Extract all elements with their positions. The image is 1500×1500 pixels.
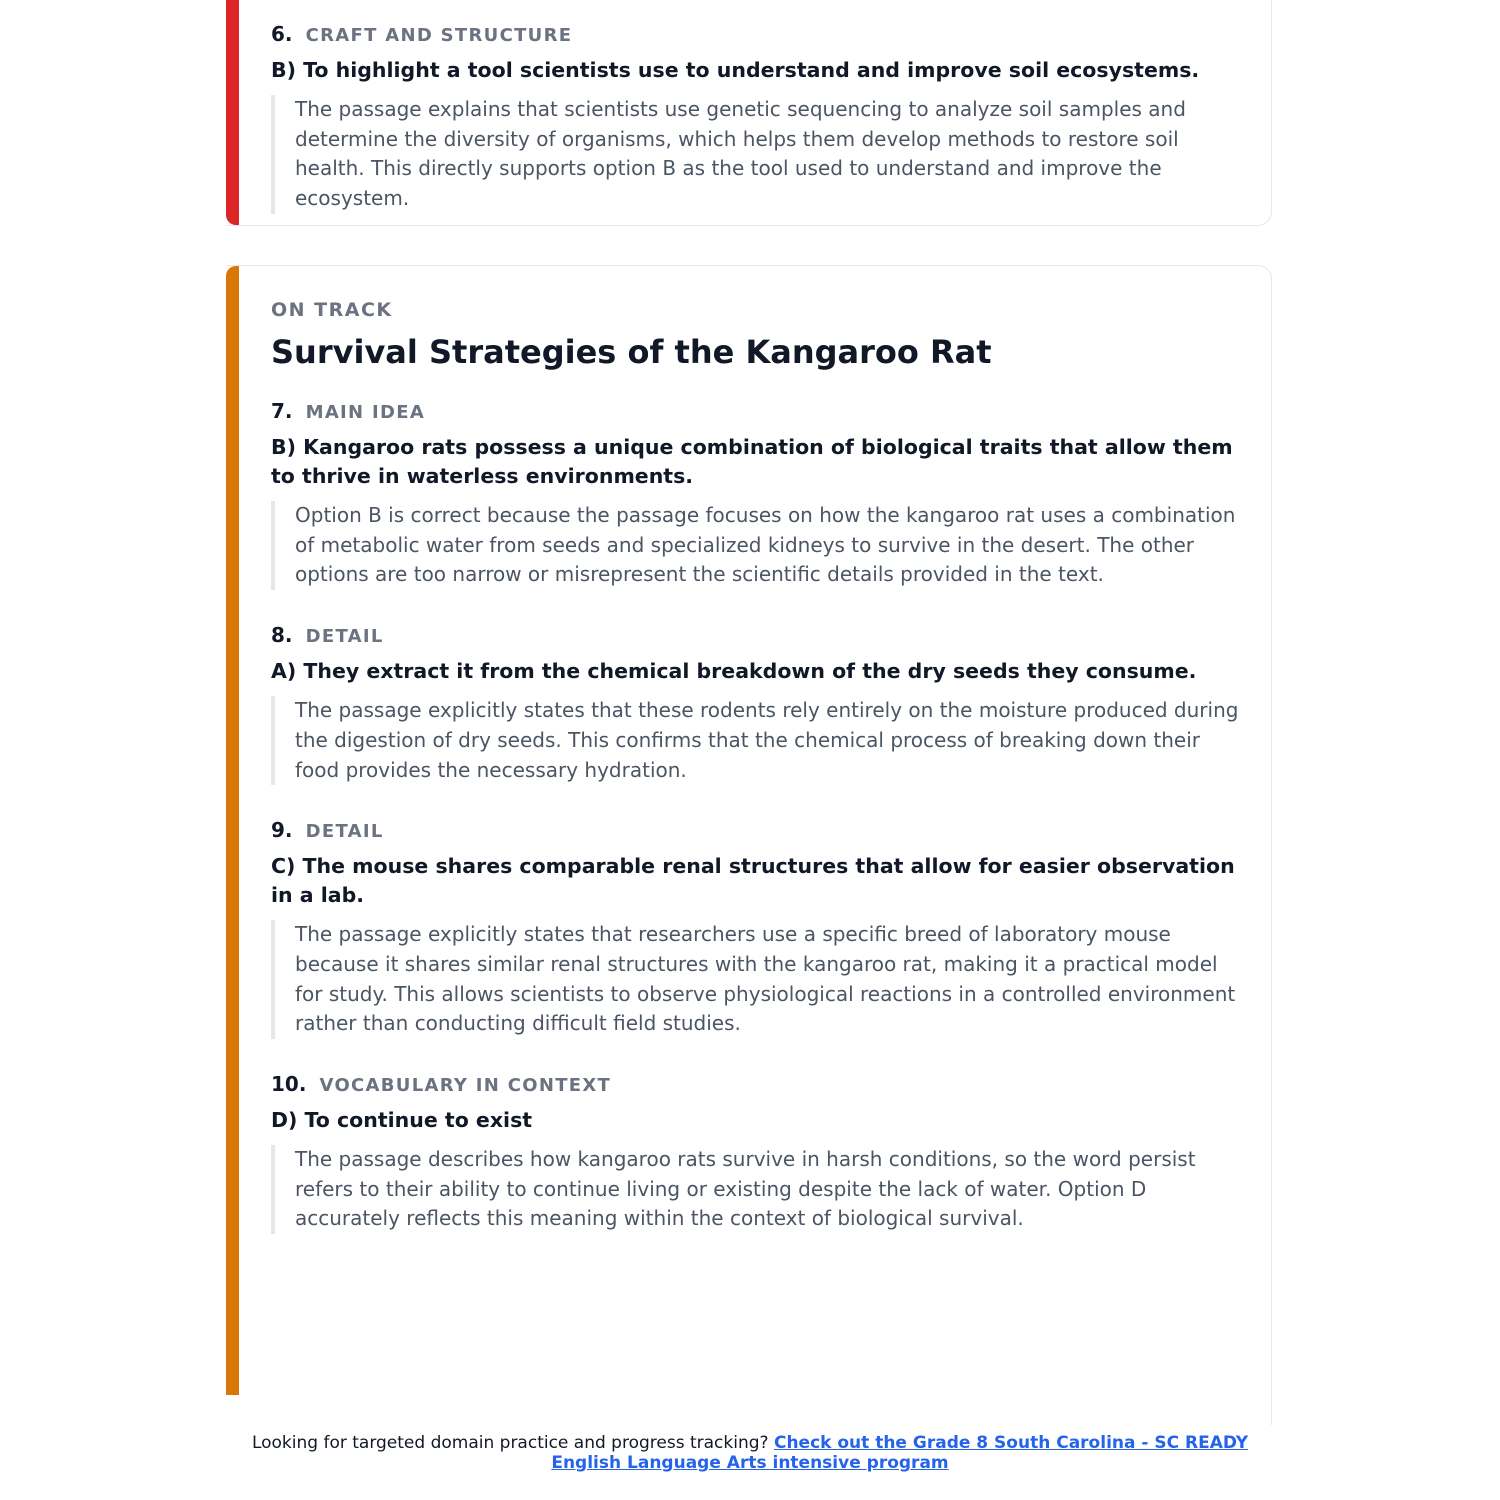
question-header xyxy=(271,622,1239,648)
passage-card-previous xyxy=(226,0,1272,226)
passage-card-kangaroo-rat xyxy=(226,265,1272,1425)
incorrect-accent-bar xyxy=(226,0,239,225)
question-item xyxy=(271,398,1239,590)
question-answer: B) Kangaroo rats possess a unique combination of biological traits that allow them to thrive in waterless environments. xyxy=(271,435,1233,488)
footer-promo xyxy=(230,1433,1270,1473)
question-answer: C) The mouse shares comparable renal structures that allow for easier observation in a lab. xyxy=(271,854,1235,908)
footer-text: Looking for targeted domain practice and progress tracking? xyxy=(251,1433,769,1453)
question-number: 8. xyxy=(271,623,293,648)
question-answer: A) They extract it from the chemical breakdown of the dry seeds they consume. xyxy=(271,659,1197,684)
answer-explanation: The passage explicitly states that researchers use a specific breed of laboratory mouse because it shares similar renal structures with the kangaroo rat, making it a practical model for study. This allows scientists to observe physiological reactions in a controlled environment rather than conducting difficult field studies. xyxy=(271,920,1239,1039)
question-category: MAIN IDEA xyxy=(305,402,426,423)
on-track-accent-bar xyxy=(226,266,239,1395)
question-number: 9. xyxy=(271,818,293,843)
program-link[interactable]: Check out the Grade 8 South Carolina - SC READY English Language Arts intensive program xyxy=(551,1433,1249,1473)
question-item xyxy=(271,622,1239,785)
question-category: DETAIL xyxy=(305,821,384,843)
question-item xyxy=(271,817,1239,1039)
answer-explanation: The passage explicitly states that these rodents rely entirely on the moisture produced during the digestion of dry seeds. This confirms that the chemical process of breaking down their food provides the necessary hydration. xyxy=(271,696,1239,785)
question-item xyxy=(271,21,1239,214)
question-header xyxy=(271,21,1239,47)
question-item xyxy=(271,1071,1239,1234)
passage-content xyxy=(271,298,1239,1266)
question-number: 7. xyxy=(271,399,293,423)
question-list xyxy=(271,21,1239,246)
answer-explanation: Option B is correct because the passage focuses on how the kangaroo rat uses a combination of metabolic water from seeds and specialized kidneys to survive in the desert. The other options are too narrow or misrepresent the scientific details provided in the text. xyxy=(271,501,1239,590)
question-number: 6. xyxy=(271,22,293,46)
answer-explanation: The passage explains that scientists use genetic sequencing to analyze soil samples and determine the diversity of organisms, which helps them develop methods to restore soil health. This directly supports option B as the tool used to understand and improve the ecosystem. xyxy=(271,95,1239,214)
answer-explanation: The passage describes how kangaroo rats survive in harsh conditions, so the word persist refers to their ability to continue living or existing despite the lack of water. Option D accurately reflects this meaning within the context of biological survival. xyxy=(271,1145,1239,1234)
question-header xyxy=(271,817,1239,843)
question-answer: B) To highlight a tool scientists use to understand and improve soil ecosystems. xyxy=(271,58,1200,82)
question-header xyxy=(271,1071,1239,1097)
status-label: ON TRACK xyxy=(271,299,393,321)
question-answer: D) To continue to exist xyxy=(271,1108,533,1133)
question-category: CRAFT AND STRUCTURE xyxy=(305,25,573,46)
question-category: DETAIL xyxy=(305,626,384,648)
question-header xyxy=(271,398,1239,424)
passage-title: Survival Strategies of the Kangaroo Rat xyxy=(271,333,992,371)
question-category: VOCABULARY IN CONTEXT xyxy=(319,1075,612,1097)
question-number: 10. xyxy=(271,1072,307,1097)
